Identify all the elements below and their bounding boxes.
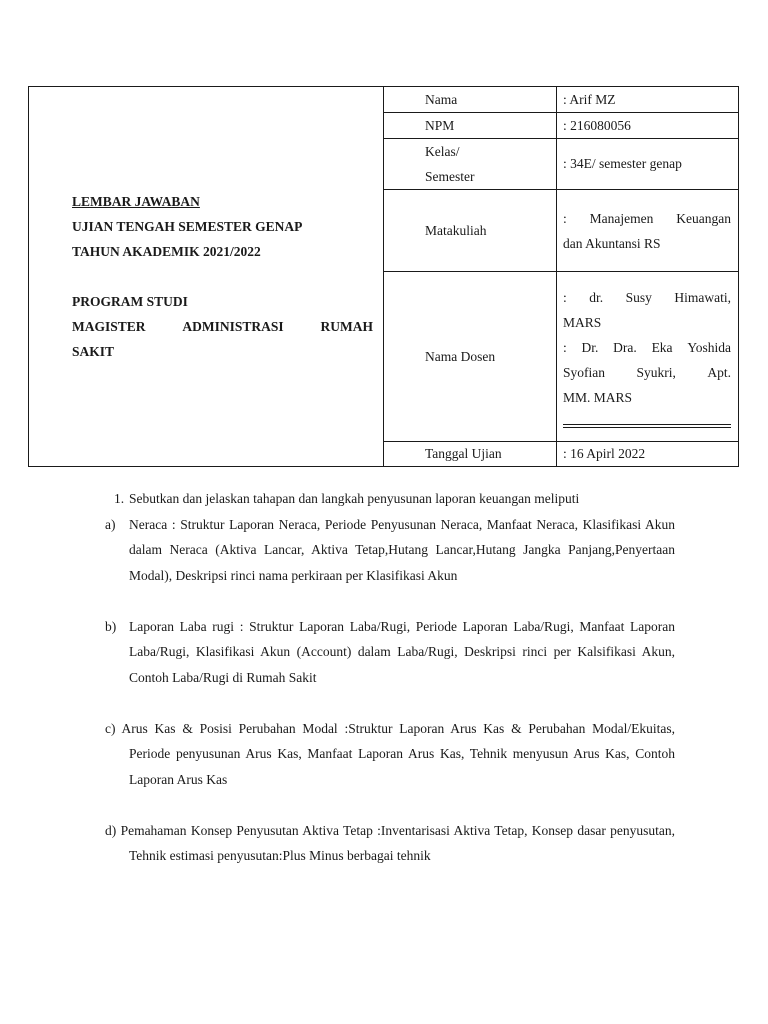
npm-value: : 216080056 <box>557 113 739 139</box>
question-a <box>0 512 675 589</box>
kelas-label-line2: Semester <box>425 169 475 184</box>
nama-label: Nama <box>384 87 557 113</box>
dosen-label: Nama Dosen <box>384 272 557 442</box>
question-b <box>0 614 675 691</box>
question-1-text: Sebutkan dan jelaskan tahapan dan langkah penyusunan laporan keuangan meliputi <box>129 491 580 506</box>
tanggal-label: Tanggal Ujian <box>384 442 557 467</box>
question-c-text: c) Arus Kas & Posisi Perubahan Modal :Struktur Laporan Arus Kas & Perubahan Modal/Ekuitas, Periode penyusunan Arus Kas, Manfaat Laporan Arus Kas, Tehnik menyusun Arus Kas, Contoh Laporan Arus Kas <box>105 720 675 787</box>
dosen-line5: MM. MARS <box>563 390 633 405</box>
npm-label: NPM <box>384 113 557 139</box>
kelas-label-line1: Kelas/ <box>425 144 460 159</box>
exam-title-block <box>72 189 373 364</box>
question-b-marker: b) <box>105 618 117 634</box>
question-d-text: d) Pemahaman Konsep Penyusutan Aktiva Tetap :Inventarisasi Aktiva Tetap, Konsep dasar penyusutan, Tehnik estimasi penyusutan:Plus Minus berbagai tehnik <box>105 822 675 863</box>
study-program-name-cont: SAKIT <box>72 344 115 359</box>
matakuliah-value <box>557 190 739 272</box>
tanggal-value: : 16 Apirl 2022 <box>557 442 739 467</box>
study-program-label: PROGRAM STUDI <box>72 294 188 309</box>
dosen-line3: : Dr. Dra. Eka Yoshida <box>563 340 731 355</box>
question-list <box>105 486 675 869</box>
academic-year: TAHUN AKADEMIK 2021/2022 <box>72 244 261 259</box>
matakuliah-value-line2: dan Akuntansi RS <box>563 235 661 251</box>
study-program-name: MAGISTER ADMINISTRASI RUMAH <box>72 319 373 334</box>
question-1 <box>105 486 675 512</box>
question-a-marker: a) <box>105 516 116 532</box>
kelas-label <box>384 139 557 190</box>
dosen-line1: : dr. Susy Himawati, <box>563 290 731 305</box>
question-a-text: Neraca : Struktur Laporan Neraca, Periode Penyusunan Neraca, Manfaat Neraca, Klasifikasi Akun dalam Neraca (Aktiva Lancar, Aktiva Tetap,Hutang Lancar,Hutang Jangka Panjang,Penyertaan Modal), Deskripsi rinci nama perkiraan per Klasifikasi Akun <box>129 516 675 583</box>
matakuliah-label: Matakuliah <box>384 190 557 272</box>
question-1-number: 1. <box>114 491 125 506</box>
exam-name: UJIAN TENGAH SEMESTER GENAP <box>72 219 303 234</box>
nama-value: : Arif MZ <box>557 87 739 113</box>
double-underline-divider <box>563 424 731 428</box>
matakuliah-value-line1: : Manajemen Keuangan <box>563 210 731 226</box>
dosen-line2: MARS <box>563 315 602 330</box>
exam-title-cell <box>29 87 384 467</box>
question-b-text: Laporan Laba rugi : Struktur Laporan Laba/Rugi, Periode Laporan Laba/Rugi, Manfaat Laporan Laba/Rugi, Klasifikasi Akun (Account) dalam Laba/Rugi, Deskripsi rinci per Kalsifikasi Akun, Contoh Laba/Rugi di Rumah Sakit <box>129 618 675 685</box>
kelas-value: : 34E/ semester genap <box>557 139 739 190</box>
dosen-line4: Syofian Syukri, Apt. <box>563 365 731 380</box>
answer-sheet-title: LEMBAR JAWABAN <box>72 194 200 209</box>
dosen-value <box>557 272 739 442</box>
exam-header-table <box>28 86 739 467</box>
